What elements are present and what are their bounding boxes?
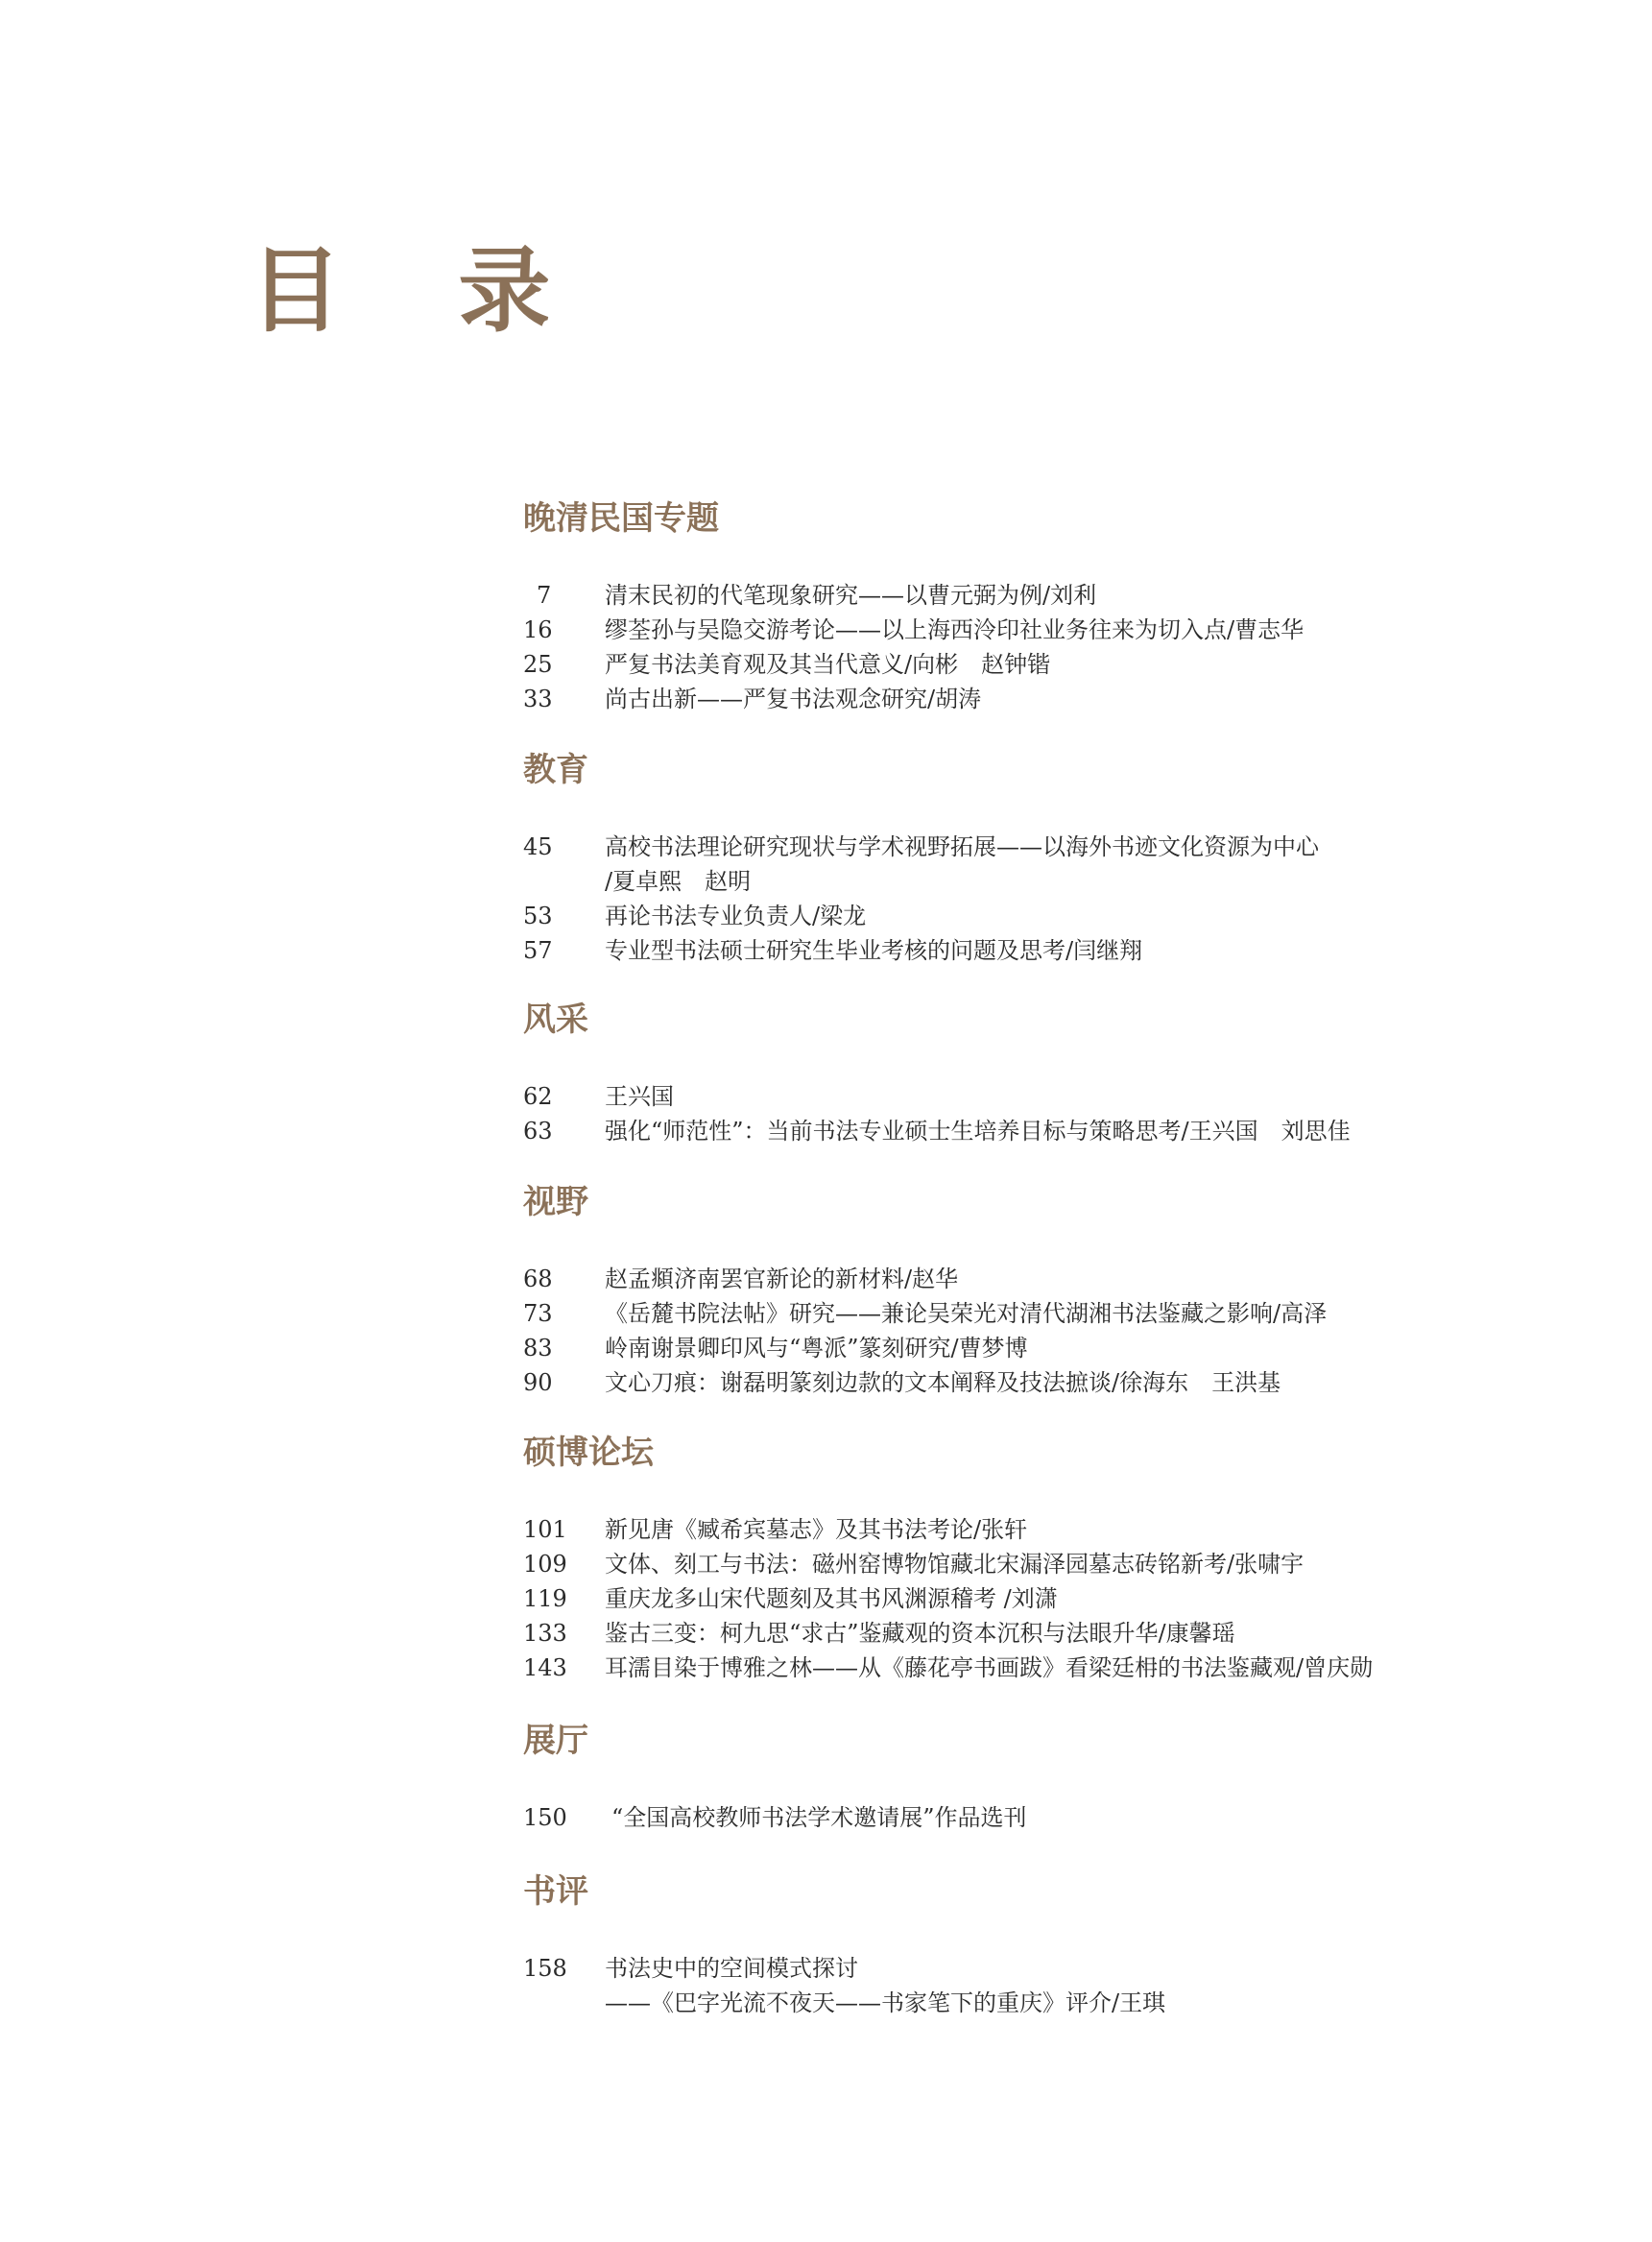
entry-title: 清末民初的代笔现象研究——以曹元弼为例/刘利 [605, 582, 1097, 609]
entry-title: 岭南谢景卿印风与“粤派”篆刻研究/曹梦博 [605, 1335, 1028, 1362]
toc-entry[interactable] [523, 1262, 1579, 1296]
toc-entry[interactable] [523, 1547, 1579, 1581]
toc-entry[interactable] [523, 1951, 1579, 1986]
entry-list [523, 1079, 1579, 1148]
toc-section [523, 499, 1579, 712]
entry-title: 严复书法美育观及其当代意义/向彬 赵钟锴 [605, 651, 1051, 678]
page-number: 158 [523, 1955, 567, 1982]
entry-title: 《岳麓书院法帖》研究——兼论吴荣光对清代湖湘书法鉴藏之影响/高泽 [605, 1300, 1328, 1327]
entry-title: 耳濡目染于博雅之林——从《藤花亭书画跋》看梁廷枏的书法鉴藏观/曾庆勋 [605, 1654, 1374, 1681]
page-number: 83 [523, 1335, 553, 1362]
toc-entry[interactable] [523, 1079, 1579, 1114]
page-number: 57 [523, 937, 553, 964]
page-number: 16 [523, 616, 553, 643]
toc-section [523, 1183, 1579, 1396]
toc-section [523, 1000, 1579, 1145]
page-title: 目 录 [250, 236, 593, 345]
toc-entry[interactable] [523, 1800, 1579, 1835]
page-number: 68 [523, 1266, 553, 1292]
toc-entry[interactable] [523, 1331, 1579, 1365]
entry-title: “全国高校教师书法学术邀请展”作品选刊 [611, 1804, 1027, 1831]
toc-section [523, 751, 1579, 964]
entry-title: ——《巴字光流不夜天——书家笔下的重庆》评介/王琪 [605, 1989, 1166, 2016]
entry-title: 鉴古三变：柯九思“求古”鉴藏观的资本沉积与法眼升华/康馨瑶 [605, 1620, 1235, 1647]
page-number: 73 [523, 1300, 553, 1327]
entry-title: 尚古出新——严复书法观念研究/胡涛 [605, 686, 982, 712]
page-number: 90 [523, 1369, 553, 1396]
entry-title: 书法史中的空间模式探讨 [605, 1955, 858, 1982]
page-number: 143 [523, 1654, 567, 1681]
entry-title: /夏卓熙 赵明 [605, 868, 752, 895]
entry-title: 新见唐《臧希宾墓志》及其书法考论/张轩 [605, 1516, 1028, 1543]
entry-title: 专业型书法硕士研究生毕业考核的问题及思考/闫继翔 [605, 937, 1143, 964]
page-number: 53 [523, 903, 553, 929]
entry-title: 文体、刻工与书法：磁州窑博物馆藏北宋漏泽园墓志砖铭新考/张啸宇 [605, 1551, 1305, 1578]
section-title: 视野 [523, 1183, 588, 1221]
page-number: 101 [523, 1516, 567, 1543]
toc-entry-continuation [523, 1986, 1579, 2020]
section-title: 硕博论坛 [523, 1434, 654, 1472]
page-number: 109 [523, 1551, 567, 1578]
section-title: 教育 [523, 751, 588, 789]
entry-list [523, 1800, 1579, 1835]
page-number: 133 [523, 1620, 567, 1647]
toc-entry[interactable] [523, 1512, 1579, 1547]
entry-title: 缪荃孙与吴隐交游考论——以上海西泠印社业务往来为切入点/曹志华 [605, 616, 1305, 643]
toc-entry[interactable] [523, 1616, 1579, 1651]
toc-entry[interactable] [523, 933, 1579, 968]
entry-list [523, 1262, 1579, 1400]
toc-entry[interactable] [523, 1296, 1579, 1331]
page-number: 63 [523, 1118, 553, 1145]
toc-entry[interactable] [523, 682, 1579, 716]
toc-entry-continuation [523, 864, 1579, 899]
page-number: 119 [523, 1585, 567, 1612]
toc-entry[interactable] [523, 578, 1579, 613]
entry-list [523, 830, 1579, 968]
entry-title: 文心刀痕：谢磊明篆刻边款的文本阐释及技法摭谈/徐海东 王洪基 [605, 1369, 1281, 1396]
entry-list [523, 578, 1579, 716]
section-title: 晚清民国专题 [523, 499, 719, 538]
page-number: 25 [523, 651, 553, 678]
page-number: 150 [523, 1804, 567, 1831]
entry-list [523, 1512, 1579, 1685]
toc-entry[interactable] [523, 647, 1579, 682]
page-number: 45 [523, 833, 553, 860]
toc-entry[interactable] [523, 613, 1579, 647]
section-title: 风采 [523, 1000, 588, 1039]
toc-section [523, 1434, 1579, 1681]
toc-entry[interactable] [523, 1651, 1579, 1685]
toc-entry[interactable] [523, 830, 1579, 864]
page-number: 62 [523, 1083, 553, 1110]
entry-title: 再论书法专业负责人/梁龙 [605, 903, 867, 929]
toc-entry[interactable] [523, 899, 1579, 933]
entry-list [523, 1951, 1579, 2020]
section-title: 书评 [523, 1872, 588, 1911]
section-title: 展厅 [523, 1722, 588, 1760]
page-number: 33 [523, 686, 553, 712]
toc-entry[interactable] [523, 1365, 1579, 1400]
entry-title: 王兴国 [605, 1083, 674, 1110]
entry-title: 强化“师范性”：当前书法专业硕士生培养目标与策略思考/王兴国 刘思佳 [605, 1118, 1351, 1145]
entry-title: 赵孟頫济南罢官新论的新材料/赵华 [605, 1266, 959, 1292]
toc-section [523, 1872, 1579, 2016]
page-number: 7 [537, 582, 552, 609]
entry-title: 重庆龙多山宋代题刻及其书风渊源稽考 /刘潇 [605, 1585, 1058, 1612]
toc-section [523, 1722, 1579, 1831]
entry-title: 高校书法理论研究现状与学术视野拓展——以海外书迹文化资源为中心 [605, 833, 1319, 860]
toc-entry[interactable] [523, 1114, 1579, 1148]
toc-entry[interactable] [523, 1581, 1579, 1616]
